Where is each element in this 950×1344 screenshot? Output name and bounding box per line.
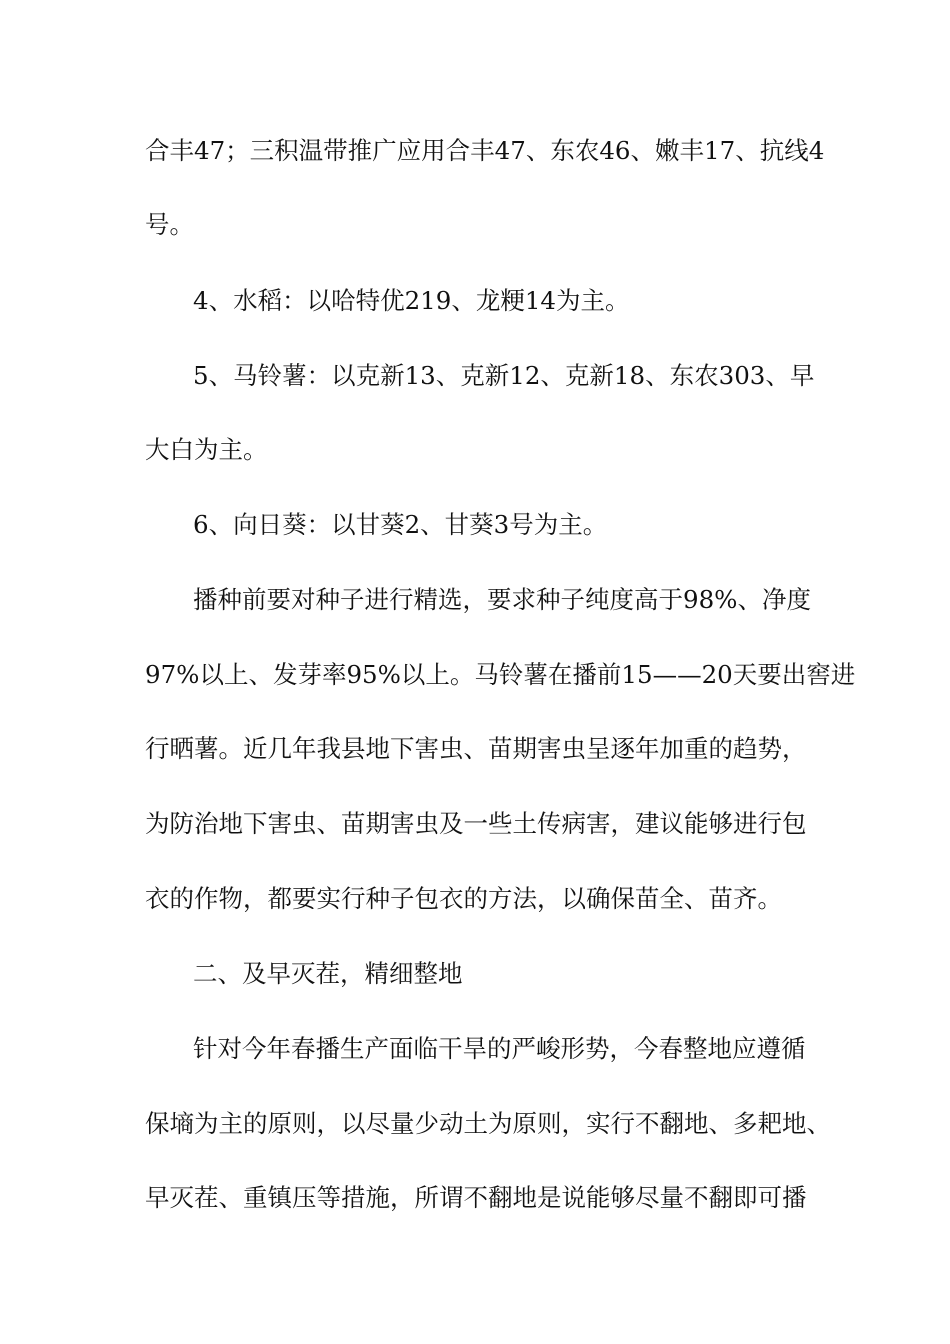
- text-line-15: 早灭茬、重镇压等措施，所谓不翻地是说能够尽量不翻即可播: [145, 1183, 807, 1212]
- text-line-7: 播种前要对种子进行精选，要求种子纯度高于98%、净度: [193, 585, 811, 614]
- text-line-5: 大白为主。: [145, 435, 268, 464]
- text-line-8: 97%以上、发芽率95%以上。马铃薯在播前15——20天要出窖进: [145, 660, 856, 689]
- text-line-11: 衣的作物，都要实行种子包衣的方法，以确保苗全、苗齐。: [145, 884, 782, 913]
- text-line-9: 行晒薯。近几年我县地下害虫、苗期害虫呈逐年加重的趋势，: [145, 734, 807, 763]
- text-line-2: 号。: [145, 210, 194, 239]
- text-line-1: 合丰47；三积温带推广应用合丰47、东农46、嫩丰17、抗线4: [145, 136, 825, 165]
- text-line-13: 针对今年春播生产面临干旱的严峻形势，今春整地应遵循: [193, 1034, 806, 1063]
- text-line-6: 6、向日葵：以甘葵2、甘葵3号为主。: [193, 510, 608, 539]
- text-line-4: 5、马铃薯：以克新13、克新12、克新18、东农303、早: [193, 361, 815, 390]
- text-line-14: 保墒为主的原则，以尽量少动土为原则，实行不翻地、多耙地、: [145, 1109, 831, 1138]
- section-heading: 二、及早灭茬，精细整地: [193, 959, 463, 988]
- text-line-10: 为防治地下害虫、苗期害虫及一些土传病害，建议能够进行包: [145, 809, 807, 838]
- text-line-3: 4、水稻：以哈特优219、龙粳14为主。: [193, 286, 630, 315]
